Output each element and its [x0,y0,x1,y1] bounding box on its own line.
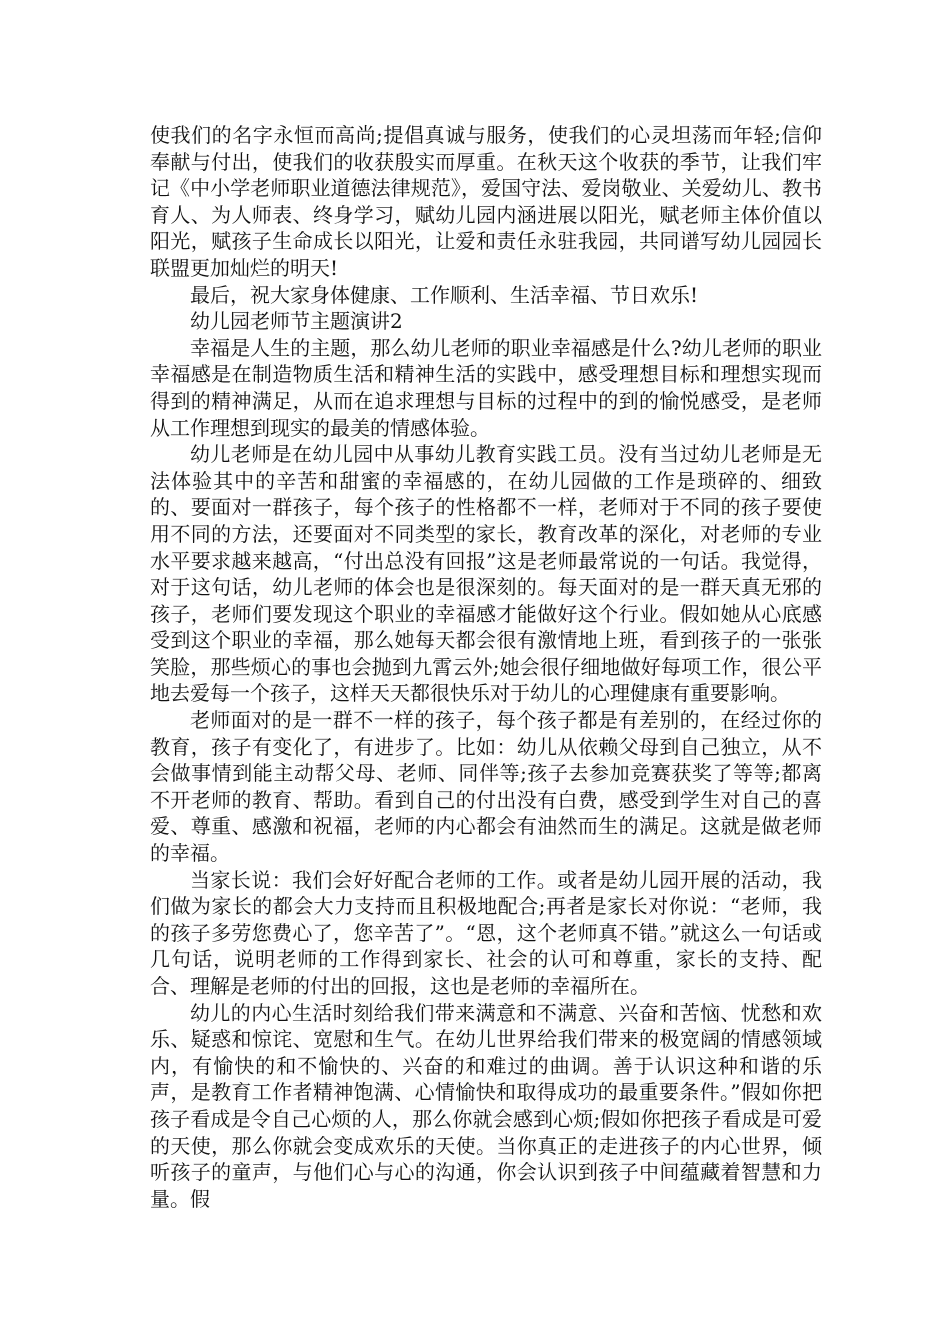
paragraph-continuation: 使我们的名字永恒而高尚;提倡真诚与服务，使我们的心灵坦荡而年轻;信仰奉献与付出，使我们的收获殷实而厚重。在秋天这个收获的季节，让我们牢记《中小学老师职业道德法律规范》，爱国守法、爱岗敬业、关爱幼儿、教书育人、为人师表、终身学习，赋幼儿园内涵进展以阳光，赋老师主体价值以阳光，赋孩子生命成长以阳光，让爱和责任永驻我园，共同谱写幼儿园园长联盟更加灿烂的明天! [150,123,822,280]
paragraph-teacher-work: 幼儿老师是在幼儿园中从事幼儿教育实践工员。没有当过幼儿老师是无法体验其中的辛苦和甜蜜的幸福感的，在幼儿园做的工作是琐碎的、细致的、要面对一群孩子，每个孩子的性格都不一样，老师对于不同的孩子要使用不同的方法，还要面对不同类型的家长，教育改革的深化，对老师的专业水平要求越来越高，“付出总没有回报”这是老师最常说的一句话。我觉得，对于这句话，幼儿老师的体会也是很深刻的。每天面对的是一群天真无邪的孩子，老师们要发现这个职业的幸福感才能做好这个行业。假如她从心底感受到这个职业的幸福，那么她每天都会很有激情地上班，看到孩子的一张张笑脸，那些烦心的事也会抛到九霄云外;她会很仔细地做好每项工作，很公平地去爱每一个孩子，这样天天都很快乐对于幼儿的心理健康有重要影响。 [150,442,822,706]
paragraph-happiness-theme: 幸福是人生的主题，那么幼儿老师的职业幸福感是什么?幼儿老师的职业幸福感是在制造物质生活和精神生活的实践中，感受理想目标和理想实现而得到的精神满足，从而在追求理想与目标的过程中的到的愉悦感受，是老师从工作理想到现实的最美的情感体验。 [150,335,822,440]
paragraph-parent-support: 当家长说：我们会好好配合老师的工作。或者是幼儿园开展的活动，我们做为家长的都会大力支持而且积极地配合;再者是家长对你说：“老师，我的孩子多劳您费心了，您辛苦了”。“恩，这个老师真不错。”就这么一句话或几句话，说明老师的工作得到家长、社会的认可和尊重，家长的支持、配合、理解是老师的付出的回报，这也是老师的幸福所在。 [150,867,822,998]
paragraph-children-progress: 老师面对的是一群不一样的孩子，每个孩子都是有差别的，在经过你的教育，孩子有变化了，有进步了。比如：幼儿从依赖父母到自己独立，从不会做事情到能主动帮父母、老师、同伴等;孩子去参加竞赛获奖了等等;都离不开老师的教育、帮助。看到自己的付出没有白费，感受到学生对自己的喜爱、尊重、感激和祝福，老师的内心都会有油然而生的满足。这就是做老师的幸福。 [150,708,822,866]
paragraph-inner-world: 幼儿的内心生活时刻给我们带来满意和不满意、兴奋和苦恼、忧愁和欢乐、疑惑和惊诧、宽慰和生气。在幼儿世界给我们带来的极宽阔的情感领域内，有愉快的和不愉快的、兴奋的和难过的曲调。善于认识这种和谐的乐声，是教育工作者精神饱满、心情愉快和取得成功的最重要条件。”假如你把孩子看成是令自己心烦的人，那么你就会感到心烦;假如你把孩子看成是可爱的天使，那么你就会变成欢乐的天使。当你真正的走进孩子的内心世界，倾听孩子的童声，与他们心与心的沟通，你会认识到孩子中间蕴藏着智慧和力量。假 [150,1000,822,1211]
paragraph-closing-wishes: 最后，祝大家身体健康、工作顺利、生活幸福、节日欢乐! [190,282,699,307]
section-heading: 幼儿园老师节主题演讲2 [190,309,403,334]
document-body [150,122,822,1212]
